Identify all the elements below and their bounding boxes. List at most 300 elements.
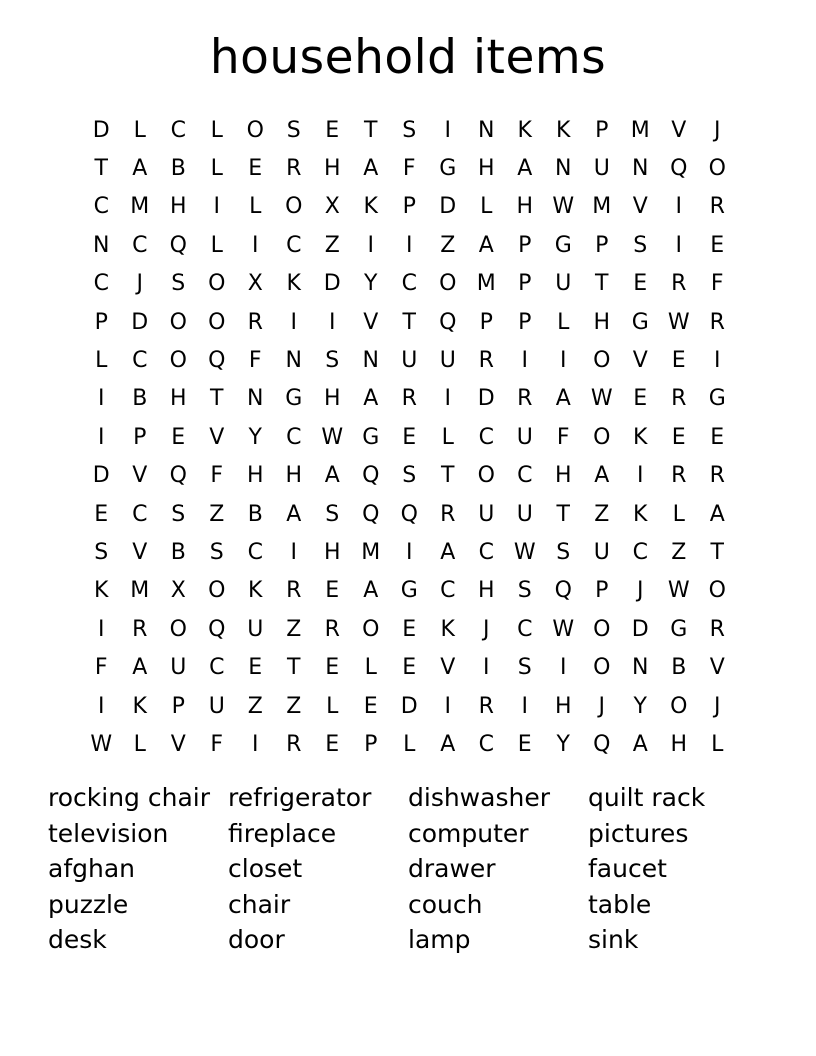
word-list-item: computer <box>408 818 529 848</box>
grid-letter: I <box>252 232 259 258</box>
grid-letter: Z <box>324 232 340 258</box>
grid-letter: W <box>590 386 613 412</box>
grid-letter: W <box>90 731 113 757</box>
grid-letter: N <box>632 156 649 182</box>
grid-letter: O <box>362 616 380 642</box>
word-list-item: dishwasher <box>408 783 550 812</box>
word-list-item: lamp <box>408 925 471 954</box>
grid-letter: A <box>440 539 456 565</box>
grid-letter: E <box>325 731 340 757</box>
grid-letter: R <box>286 578 302 604</box>
grid-letter: O <box>593 424 611 450</box>
grid-letter: V <box>363 309 379 335</box>
word-list-item: puzzle <box>48 889 129 919</box>
grid-letter: T <box>402 309 416 335</box>
grid-letter: J <box>483 616 490 642</box>
grid-letter: I <box>444 117 451 143</box>
grid-letter: L <box>711 731 724 757</box>
grid-letter: H <box>554 693 572 719</box>
grid-letter: Q <box>439 309 457 335</box>
grid-letter: A <box>440 731 456 757</box>
grid-letter: K <box>363 194 378 220</box>
grid-letter: X <box>324 194 340 220</box>
grid-letter: N <box>247 386 264 412</box>
grid-letter: I <box>290 539 297 565</box>
grid-letter: F <box>402 156 416 182</box>
grid-letter: O <box>208 578 226 604</box>
grid-letter: R <box>709 309 725 335</box>
grid-letter: I <box>521 348 528 374</box>
grid-letter: C <box>517 463 533 489</box>
grid-letter: E <box>325 655 340 681</box>
grid-letter: D <box>323 271 341 297</box>
grid-letter: P <box>171 693 185 719</box>
word-list-item: quilt rack <box>588 783 706 812</box>
grid-letter: H <box>477 156 495 182</box>
grid-letter: K <box>286 271 301 297</box>
grid-letter: D <box>631 616 649 642</box>
grid-letter: Q <box>362 501 380 527</box>
word-list-item: television <box>48 818 169 848</box>
grid-letter: C <box>286 424 302 450</box>
grid-letter: T <box>210 386 224 412</box>
grid-letter: M <box>361 539 381 565</box>
grid-letter: E <box>671 348 686 374</box>
grid-letter: F <box>710 271 724 297</box>
grid-letter: H <box>670 731 688 757</box>
grid-letter: F <box>556 424 570 450</box>
grid-letter: Z <box>440 232 456 258</box>
grid-letter: S <box>402 463 417 489</box>
grid-letter: I <box>560 655 567 681</box>
grid-letter: E <box>325 117 340 143</box>
grid-letter: V <box>132 539 148 565</box>
grid-letter: D <box>92 463 110 489</box>
grid-letter: Z <box>286 693 302 719</box>
grid-letter: L <box>441 424 454 450</box>
grid-letter: V <box>440 655 456 681</box>
grid-letter: W <box>667 578 690 604</box>
grid-letter: U <box>170 655 187 681</box>
grid-letter: I <box>521 693 528 719</box>
grid-letter: H <box>246 463 264 489</box>
grid-letter: U <box>401 348 418 374</box>
grid-letter: X <box>247 271 263 297</box>
grid-letter: T <box>556 501 570 527</box>
word-list-item: faucet <box>588 854 667 883</box>
grid-letter: K <box>440 616 455 642</box>
grid-letter: E <box>671 424 686 450</box>
grid-letter: E <box>710 424 725 450</box>
grid-letter: O <box>708 578 726 604</box>
grid-letter: H <box>169 194 187 220</box>
grid-letter: O <box>169 616 187 642</box>
grid-letter: I <box>329 309 336 335</box>
grid-letter: E <box>325 578 340 604</box>
grid-letter: B <box>170 539 186 565</box>
grid-letter: O <box>593 348 611 374</box>
grid-letter: C <box>478 539 494 565</box>
grid-letter: B <box>170 156 186 182</box>
grid-letter: P <box>518 232 532 258</box>
grid-letter: F <box>210 463 224 489</box>
grid-letter: U <box>247 616 264 642</box>
grid-letter: R <box>671 463 687 489</box>
grid-letter: Q <box>208 348 226 374</box>
grid-letter: S <box>171 271 186 297</box>
grid-letter: H <box>554 463 572 489</box>
grid-letter: R <box>478 693 494 719</box>
grid-letter: P <box>94 309 108 335</box>
word-list-item: drawer <box>408 854 496 883</box>
grid-letter: F <box>248 348 262 374</box>
grid-letter: L <box>403 731 416 757</box>
grid-letter: V <box>132 463 148 489</box>
grid-letter: E <box>402 616 417 642</box>
grid-letter: R <box>709 616 725 642</box>
grid-letter: J <box>714 693 721 719</box>
grid-letter: H <box>323 386 341 412</box>
grid-letter: O <box>169 309 187 335</box>
grid-letter: K <box>94 578 109 604</box>
grid-letter: R <box>709 463 725 489</box>
letter-grid <box>82 111 737 764</box>
grid-letter: G <box>400 578 418 604</box>
grid-letter: Y <box>556 731 570 757</box>
grid-letter: P <box>402 194 416 220</box>
grid-letter: A <box>594 463 610 489</box>
grid-letter: C <box>209 655 225 681</box>
grid-letter: G <box>670 616 688 642</box>
grid-letter: R <box>517 386 533 412</box>
grid-letter: F <box>94 655 108 681</box>
grid-letter: S <box>556 539 571 565</box>
grid-letter: A <box>478 232 494 258</box>
grid-letter: R <box>709 194 725 220</box>
grid-letter: S <box>517 655 532 681</box>
grid-letter: L <box>480 194 493 220</box>
grid-letter: S <box>633 232 648 258</box>
grid-letter: U <box>478 501 495 527</box>
grid-letter: A <box>324 463 340 489</box>
grid-letter: W <box>552 616 575 642</box>
grid-letter: N <box>478 117 495 143</box>
grid-letter: Q <box>670 156 688 182</box>
grid-letter: V <box>209 424 225 450</box>
grid-letter: O <box>246 117 264 143</box>
grid-letter: I <box>213 194 220 220</box>
grid-letter: R <box>440 501 456 527</box>
grid-letter: S <box>325 501 340 527</box>
grid-letter: M <box>592 194 612 220</box>
grid-letter: C <box>247 539 263 565</box>
grid-letter: B <box>132 386 148 412</box>
grid-letter: M <box>476 271 496 297</box>
grid-letter: A <box>132 156 148 182</box>
grid-letter: Q <box>400 501 418 527</box>
grid-letter: U <box>516 424 533 450</box>
grid-letter: I <box>290 309 297 335</box>
grid-letter: O <box>593 655 611 681</box>
grid-letter: W <box>513 539 536 565</box>
grid-letter: Q <box>169 463 187 489</box>
grid-letter: V <box>709 655 725 681</box>
grid-letter: R <box>247 309 263 335</box>
grid-letter: Z <box>247 693 263 719</box>
grid-letter: A <box>517 156 533 182</box>
grid-letter: K <box>556 117 571 143</box>
grid-letter: L <box>133 117 146 143</box>
grid-letter: O <box>708 156 726 182</box>
word-list <box>48 780 768 958</box>
word-list-item: afghan <box>48 854 135 883</box>
grid-letter: Y <box>633 693 647 719</box>
grid-letter: F <box>210 731 224 757</box>
grid-letter: W <box>321 424 344 450</box>
grid-letter: E <box>517 731 532 757</box>
grid-letter: T <box>364 117 378 143</box>
grid-letter: Z <box>594 501 610 527</box>
grid-letter: Q <box>554 578 572 604</box>
grid-letter: P <box>479 309 493 335</box>
grid-letter: C <box>132 232 148 258</box>
grid-letter: U <box>593 539 610 565</box>
grid-letter: E <box>94 501 109 527</box>
grid-letter: I <box>98 386 105 412</box>
grid-letter: R <box>132 616 148 642</box>
grid-letter: S <box>209 539 224 565</box>
grid-letter: Y <box>364 271 378 297</box>
grid-letter: D <box>439 194 457 220</box>
grid-letter: X <box>170 578 186 604</box>
grid-letter: O <box>593 616 611 642</box>
grid-letter: V <box>170 731 186 757</box>
grid-letter: I <box>444 693 451 719</box>
word-list-item: pictures <box>588 818 689 848</box>
grid-letter: C <box>478 424 494 450</box>
grid-letter: E <box>710 232 725 258</box>
grid-letter: E <box>363 693 378 719</box>
grid-letter: D <box>92 117 110 143</box>
grid-letter: A <box>363 156 379 182</box>
grid-letter: R <box>401 386 417 412</box>
grid-letter: H <box>169 386 187 412</box>
grid-letter: O <box>285 194 303 220</box>
grid-letter: K <box>248 578 263 604</box>
grid-letter: R <box>671 271 687 297</box>
grid-letter: K <box>633 424 648 450</box>
grid-letter: C <box>478 731 494 757</box>
grid-letter: H <box>285 463 303 489</box>
grid-letter: D <box>477 386 495 412</box>
grid-letter: P <box>595 232 609 258</box>
grid-letter: H <box>477 578 495 604</box>
grid-letter: N <box>632 655 649 681</box>
grid-letter: I <box>98 616 105 642</box>
grid-letter: Y <box>248 424 262 450</box>
grid-letter: E <box>248 655 263 681</box>
grid-letter: L <box>672 501 685 527</box>
word-list-item: table <box>588 889 652 919</box>
grid-letter: L <box>249 194 262 220</box>
grid-letter: T <box>94 156 108 182</box>
grid-letter: R <box>324 616 340 642</box>
grid-letter: G <box>362 424 380 450</box>
grid-letter: J <box>136 271 143 297</box>
grid-letter: S <box>171 501 186 527</box>
grid-letter: P <box>595 578 609 604</box>
word-list-item: refrigerator <box>228 783 372 812</box>
grid-letter: C <box>401 271 417 297</box>
grid-letter: W <box>552 194 575 220</box>
grid-letter: S <box>325 348 340 374</box>
grid-letter: L <box>210 232 223 258</box>
grid-letter: O <box>208 309 226 335</box>
grid-letter: P <box>518 271 532 297</box>
grid-letter: E <box>402 655 417 681</box>
grid-letter: C <box>440 578 456 604</box>
grid-letter: O <box>477 463 495 489</box>
word-list-item: chair <box>228 889 291 919</box>
grid-letter: I <box>714 348 721 374</box>
grid-letter: E <box>248 156 263 182</box>
word-list-item: fireplace <box>228 818 337 848</box>
grid-letter: A <box>555 386 571 412</box>
word-list-item: door <box>228 925 285 954</box>
grid-letter: P <box>518 309 532 335</box>
grid-letter: Q <box>208 616 226 642</box>
grid-letter: U <box>208 693 225 719</box>
grid-letter: T <box>287 655 301 681</box>
grid-letter: R <box>478 348 494 374</box>
grid-letter: G <box>285 386 303 412</box>
grid-letter: L <box>95 348 108 374</box>
grid-letter: U <box>555 271 572 297</box>
grid-letter: C <box>132 501 148 527</box>
grid-letter: V <box>632 348 648 374</box>
grid-letter: H <box>323 156 341 182</box>
grid-letter: R <box>671 386 687 412</box>
grid-letter: I <box>98 693 105 719</box>
grid-letter: I <box>444 386 451 412</box>
grid-letter: C <box>93 271 109 297</box>
grid-letter: C <box>93 194 109 220</box>
grid-letter: T <box>595 271 609 297</box>
grid-letter: E <box>633 386 648 412</box>
grid-letter: I <box>483 655 490 681</box>
grid-letter: H <box>323 539 341 565</box>
grid-letter: K <box>633 501 648 527</box>
grid-letter: G <box>631 309 649 335</box>
grid-letter: O <box>439 271 457 297</box>
grid-letter: Q <box>593 731 611 757</box>
grid-letter: K <box>517 117 532 143</box>
grid-letter: C <box>132 348 148 374</box>
grid-letter: Q <box>362 463 380 489</box>
grid-letter: I <box>675 194 682 220</box>
grid-letter: I <box>98 424 105 450</box>
grid-letter: I <box>367 232 374 258</box>
grid-letter: C <box>517 616 533 642</box>
word-list-item: sink <box>588 925 639 954</box>
grid-letter: V <box>671 117 687 143</box>
grid-letter: D <box>131 309 149 335</box>
grid-letter: Z <box>209 501 225 527</box>
grid-letter: J <box>714 117 721 143</box>
grid-letter: J <box>598 693 605 719</box>
grid-letter: I <box>675 232 682 258</box>
grid-letter: P <box>364 731 378 757</box>
grid-letter: S <box>286 117 301 143</box>
grid-letter: H <box>516 194 534 220</box>
grid-letter: S <box>402 117 417 143</box>
grid-letter: Z <box>286 616 302 642</box>
grid-letter: A <box>363 578 379 604</box>
grid-letter: T <box>710 539 724 565</box>
grid-letter: W <box>667 309 690 335</box>
grid-letter: A <box>286 501 302 527</box>
grid-letter: U <box>439 348 456 374</box>
grid-letter: S <box>517 578 532 604</box>
grid-letter: M <box>130 194 150 220</box>
grid-letter: A <box>632 731 648 757</box>
grid-letter: V <box>632 194 648 220</box>
grid-letter: N <box>285 348 302 374</box>
grid-letter: N <box>362 348 379 374</box>
grid-letter: G <box>708 386 726 412</box>
grid-letter: O <box>208 271 226 297</box>
grid-letter: N <box>93 232 110 258</box>
grid-letter: C <box>286 232 302 258</box>
grid-letter: A <box>363 386 379 412</box>
grid-letter: T <box>441 463 455 489</box>
grid-letter: A <box>132 655 148 681</box>
grid-letter: R <box>286 731 302 757</box>
grid-letter: I <box>560 348 567 374</box>
grid-letter: C <box>632 539 648 565</box>
grid-letter: B <box>671 655 687 681</box>
grid-letter: O <box>169 348 187 374</box>
grid-letter: H <box>593 309 611 335</box>
grid-letter: P <box>595 117 609 143</box>
page-title: household items <box>209 30 607 85</box>
grid-letter: P <box>133 424 147 450</box>
grid-letter: O <box>670 693 688 719</box>
grid-letter: I <box>406 539 413 565</box>
grid-letter: D <box>400 693 418 719</box>
grid-letter: G <box>439 156 457 182</box>
grid-letter: L <box>133 731 146 757</box>
word-list-item: couch <box>408 889 483 919</box>
grid-letter: G <box>554 232 572 258</box>
word-list-item: desk <box>48 925 107 954</box>
grid-letter: B <box>247 501 263 527</box>
grid-letter: Z <box>671 539 687 565</box>
grid-letter: A <box>709 501 725 527</box>
word-list-item: closet <box>228 854 303 883</box>
grid-letter: E <box>402 424 417 450</box>
grid-letter: S <box>94 539 109 565</box>
grid-letter: K <box>132 693 147 719</box>
grid-letter: I <box>252 731 259 757</box>
grid-letter: I <box>406 232 413 258</box>
word-list-item: rocking chair <box>48 783 210 812</box>
grid-letter: U <box>516 501 533 527</box>
grid-letter: L <box>326 693 339 719</box>
grid-letter: E <box>633 271 648 297</box>
grid-letter: M <box>130 578 150 604</box>
grid-letter: L <box>210 117 223 143</box>
